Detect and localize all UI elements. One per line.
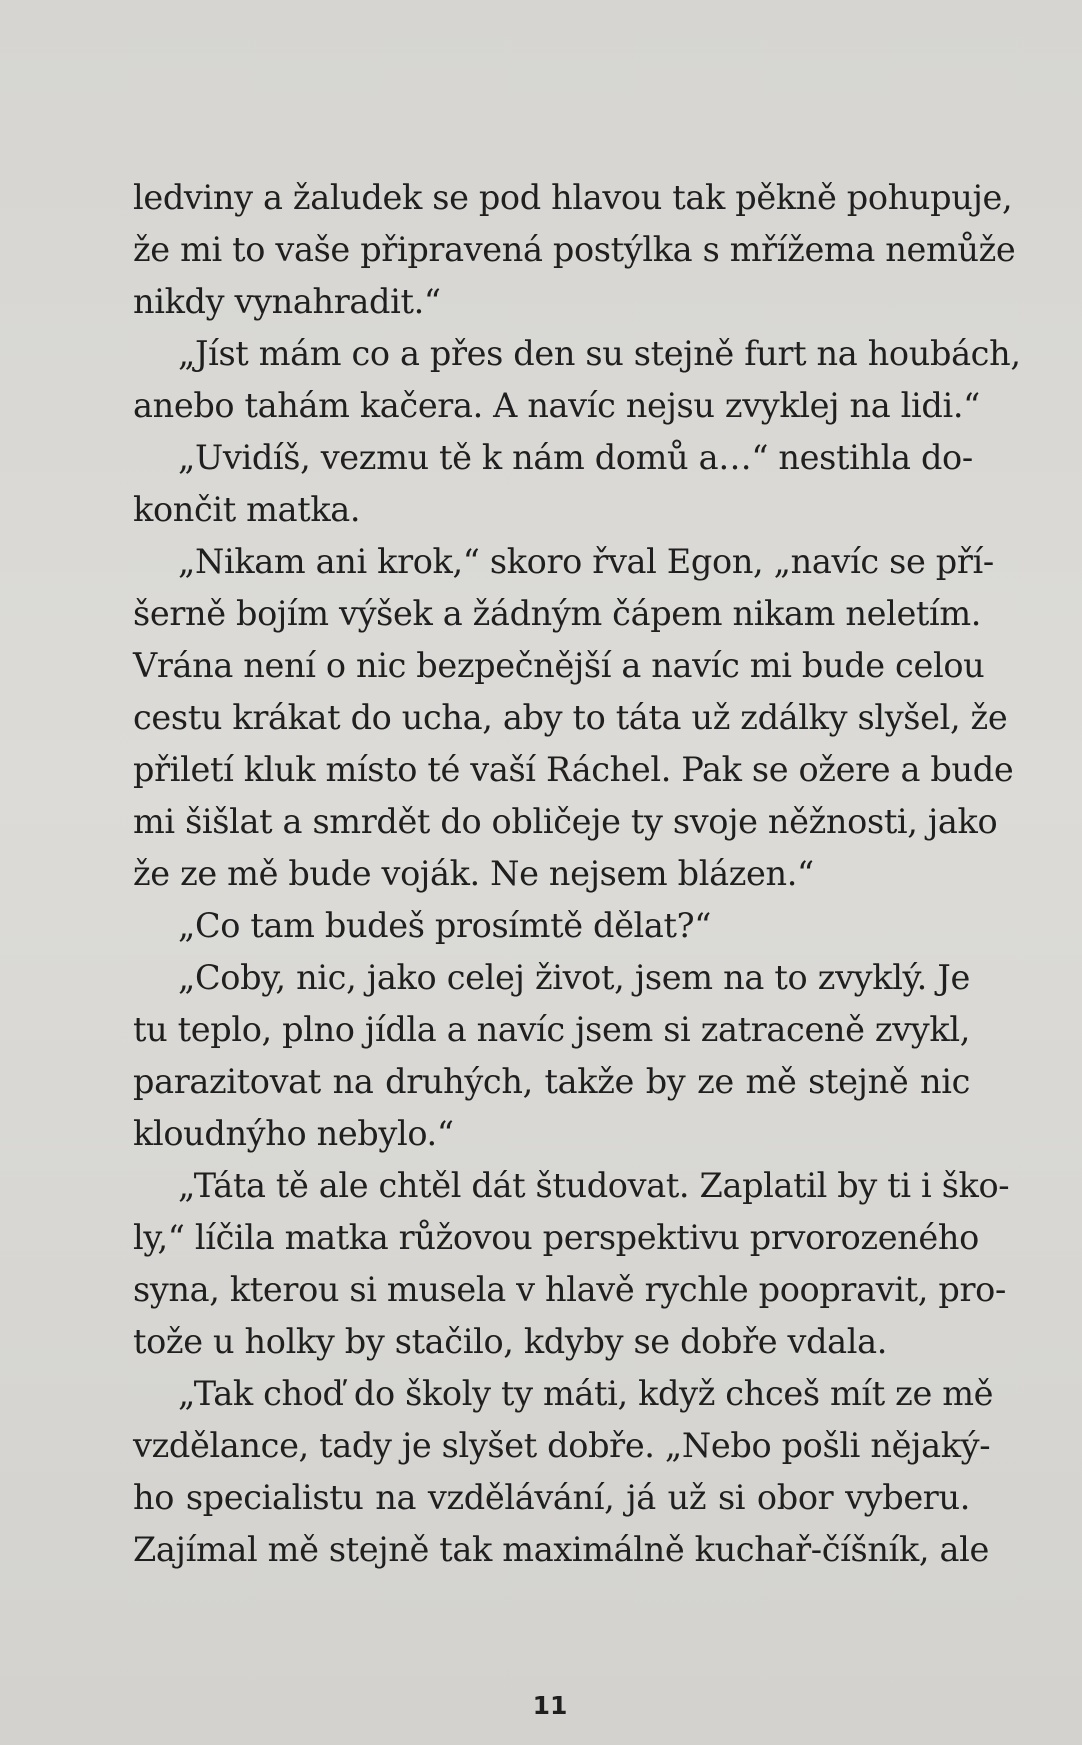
text-line: přiletí kluk místo té vaší Ráchel. Pak se ožere a bude — [133, 750, 1014, 789]
page-number: 11 — [532, 1691, 568, 1720]
text-line: „Táta tě ale chtěl dát študovat. Zaplatil by ti i ško- — [178, 1166, 1010, 1205]
text-line: „Co tam budeš prosímtě dělat?“ — [178, 906, 712, 945]
text-line: „Jíst mám co a přes den su stejně furt na houbách, — [178, 334, 1021, 373]
text-line: „Nikam ani krok,“ skoro řval Egon, „navíc se pří- — [178, 542, 994, 581]
text-line: anebo tahám kačera. A navíc nejsu zvyklej na lidi.“ — [133, 386, 980, 425]
text-line: šerně bojím výšek a žádným čápem nikam neletím. — [133, 594, 982, 633]
text-line: Vrána není o nic bezpečnější a navíc mi bude celou — [133, 646, 985, 685]
text-line: tu teplo, plno jídla a navíc jsem si zatraceně zvykl, — [133, 1010, 970, 1049]
text-line: „Tak choď do školy ty máti, když chceš mít ze mě — [178, 1374, 994, 1413]
text-line: vzdělance, tady je slyšet dobře. „Nebo pošli nějaký- — [133, 1426, 991, 1465]
text-line: nikdy vynahradit.“ — [133, 282, 441, 321]
text-line: že mi to vaše připravená postýlka s mřížema nemůže — [133, 230, 1016, 269]
text-line: tože u holky by stačilo, kdyby se dobře vdala. — [133, 1322, 888, 1361]
text-line: Zajímal mě stejně tak maximálně kuchař-číšník, ale — [133, 1530, 989, 1569]
text-line: že ze mě bude voják. Ne nejsem blázen.“ — [133, 854, 814, 893]
text-line: „Coby, nic, jako celej život, jsem na to zvyklý. Je — [178, 958, 970, 997]
text-line: ledviny a žaludek se pod hlavou tak pěkně pohupuje, — [133, 178, 1013, 217]
text-line: ly,“ líčila matka růžovou perspektivu prvorozeného — [133, 1218, 979, 1257]
text-line: končit matka. — [133, 490, 361, 529]
text-line: cestu krákat do ucha, aby to táta už zdálky slyšel, že — [133, 698, 1008, 737]
text-line: mi šišlat a smrdět do obličeje ty svoje něžnosti, jako — [133, 802, 998, 841]
text-line: ho specialistu na vzdělávání, já už si obor vyberu. — [133, 1478, 970, 1517]
text-line: „Uvidíš, vezmu tě k nám domů a…“ nestihla do- — [178, 438, 973, 477]
text-line: syna, kterou si musela v hlavě rychle poopravit, pro- — [133, 1270, 1006, 1309]
text-line: kloudnýho nebylo.“ — [133, 1114, 454, 1153]
text-line: parazitovat na druhých, takže by ze mě stejně nic — [133, 1062, 970, 1101]
